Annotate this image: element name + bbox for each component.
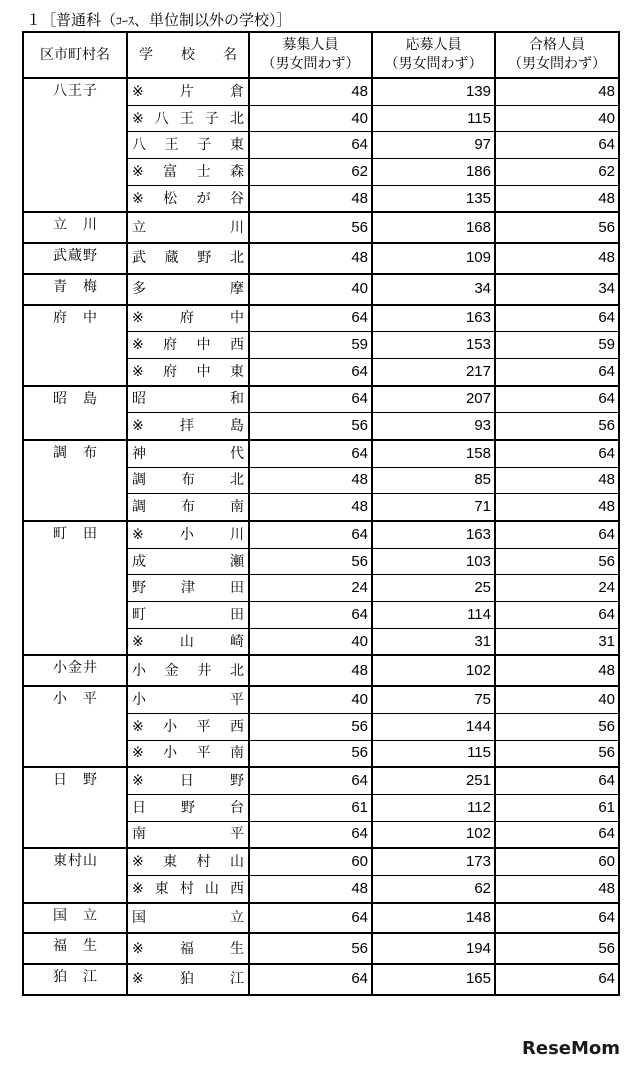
passed-cell: 48 <box>495 243 619 274</box>
applicants-cell: 163 <box>372 305 495 332</box>
municipality-cell <box>23 903 127 934</box>
municipality-cell <box>23 521 127 655</box>
capacity-cell: 60 <box>249 848 372 875</box>
capacity-cell: 48 <box>249 875 372 902</box>
school-name: ※小川 <box>132 526 244 543</box>
applicants-cell: 165 <box>372 964 495 995</box>
applicants-cell: 97 <box>372 132 495 159</box>
capacity-cell: 40 <box>249 628 372 655</box>
school-name: 武蔵野北 <box>132 250 244 267</box>
school-name: 立川 <box>132 219 244 236</box>
applicants-cell: 115 <box>372 740 495 767</box>
table-row <box>23 964 619 995</box>
school-name: 神代 <box>132 445 244 462</box>
school-name: ※狛江 <box>132 971 244 988</box>
school-cell <box>127 933 249 964</box>
school-cell <box>127 903 249 934</box>
table-row <box>23 440 619 467</box>
passed-cell: 56 <box>495 713 619 740</box>
applicants-cell: 34 <box>372 274 495 305</box>
school-name: 調布南 <box>132 499 244 516</box>
municipality-name: 東村山 <box>53 853 97 870</box>
school-cell <box>127 159 249 186</box>
school-name: 八王子東 <box>132 137 244 154</box>
applicants-cell: 102 <box>372 821 495 848</box>
school-cell <box>127 767 249 794</box>
applicants-cell: 207 <box>372 386 495 413</box>
school-name: 昭和 <box>132 391 244 408</box>
applicants-cell: 217 <box>372 358 495 385</box>
school-name: ※日野 <box>132 773 244 790</box>
applicants-cell: 102 <box>372 655 495 686</box>
applicants-cell: 168 <box>372 212 495 243</box>
municipality-cell <box>23 243 127 274</box>
municipality-name: 日野 <box>53 772 97 789</box>
capacity-cell: 56 <box>249 740 372 767</box>
header-municipality: 区市町村名 <box>23 32 127 78</box>
passed-cell: 64 <box>495 767 619 794</box>
municipality-cell <box>23 386 127 440</box>
school-name: 日野台 <box>132 799 244 816</box>
applicants-cell: 163 <box>372 521 495 548</box>
table-row <box>23 212 619 243</box>
applicants-cell: 115 <box>372 105 495 132</box>
school-cell <box>127 332 249 359</box>
capacity-cell: 48 <box>249 78 372 105</box>
table-row <box>23 767 619 794</box>
applicants-cell: 139 <box>372 78 495 105</box>
table-row <box>23 305 619 332</box>
applicants-cell: 144 <box>372 713 495 740</box>
table-header-row <box>23 32 619 78</box>
school-cell <box>127 274 249 305</box>
school-cell <box>127 548 249 575</box>
passed-cell: 64 <box>495 305 619 332</box>
applicants-cell: 186 <box>372 159 495 186</box>
municipality-cell <box>23 964 127 995</box>
school-cell <box>127 794 249 821</box>
capacity-cell: 48 <box>249 243 372 274</box>
applicants-cell: 112 <box>372 794 495 821</box>
capacity-cell: 40 <box>249 274 372 305</box>
municipality-cell <box>23 212 127 243</box>
school-cell <box>127 575 249 602</box>
passed-cell: 48 <box>495 494 619 521</box>
passed-cell: 64 <box>495 964 619 995</box>
school-name: ※拝島 <box>132 418 244 435</box>
table-row <box>23 243 619 274</box>
heading-text-suffix: 、単位制以外の学校）］ <box>134 11 292 29</box>
passed-cell: 24 <box>495 575 619 602</box>
school-name: 町田 <box>132 606 244 623</box>
municipality-name: 町田 <box>53 526 97 542</box>
school-name: ※松が谷 <box>132 190 244 207</box>
applicants-cell: 93 <box>372 413 495 440</box>
applicants-cell: 158 <box>372 440 495 467</box>
applicants-cell: 25 <box>372 575 495 602</box>
municipality-cell <box>23 274 127 305</box>
applicants-cell: 85 <box>372 467 495 494</box>
capacity-cell: 64 <box>249 132 372 159</box>
results-table <box>22 31 620 996</box>
capacity-cell: 24 <box>249 575 372 602</box>
passed-cell: 31 <box>495 628 619 655</box>
school-cell <box>127 821 249 848</box>
passed-cell: 64 <box>495 386 619 413</box>
passed-cell: 61 <box>495 794 619 821</box>
capacity-cell: 56 <box>249 212 372 243</box>
school-name: 南平 <box>132 826 244 843</box>
municipality-cell <box>23 655 127 686</box>
capacity-cell: 56 <box>249 413 372 440</box>
municipality-cell <box>23 305 127 386</box>
school-name: ※富士森 <box>132 163 244 180</box>
capacity-cell: 48 <box>249 494 372 521</box>
school-name: ※小平南 <box>132 745 244 762</box>
school-name: 成瀬 <box>132 553 244 570</box>
municipality-cell <box>23 848 127 902</box>
table-row <box>23 686 619 713</box>
school-name: ※東村山 <box>132 854 244 871</box>
table-body <box>23 78 619 995</box>
capacity-cell: 64 <box>249 602 372 629</box>
header-capacity: 募集人員 （男女問わず） <box>249 32 372 78</box>
applicants-cell: 103 <box>372 548 495 575</box>
table-row <box>23 903 619 934</box>
school-name: 小平 <box>132 691 244 708</box>
capacity-cell: 64 <box>249 521 372 548</box>
capacity-cell: 48 <box>249 185 372 212</box>
school-cell <box>127 628 249 655</box>
applicants-cell: 62 <box>372 875 495 902</box>
page-heading <box>26 11 292 30</box>
school-cell <box>127 521 249 548</box>
heading-text: １［普通科（ <box>26 11 117 29</box>
passed-cell: 56 <box>495 933 619 964</box>
school-cell <box>127 105 249 132</box>
capacity-cell: 64 <box>249 305 372 332</box>
capacity-cell: 64 <box>249 358 372 385</box>
municipality-name: 調布 <box>53 444 97 461</box>
school-cell <box>127 358 249 385</box>
school-cell <box>127 848 249 875</box>
school-cell <box>127 655 249 686</box>
heading-small-text: ｺｰｽ <box>116 14 135 28</box>
applicants-cell: 194 <box>372 933 495 964</box>
capacity-cell: 56 <box>249 933 372 964</box>
school-cell <box>127 602 249 629</box>
municipality-name: 小平 <box>53 691 97 708</box>
passed-cell: 64 <box>495 602 619 629</box>
header-applicants: 応募人員 （男女問わず） <box>372 32 495 78</box>
municipality-cell <box>23 767 127 848</box>
capacity-cell: 48 <box>249 467 372 494</box>
municipality-cell <box>23 933 127 964</box>
municipality-name: 八王子 <box>53 83 97 99</box>
school-name: ※小平西 <box>132 718 244 735</box>
passed-cell: 64 <box>495 358 619 385</box>
school-cell <box>127 185 249 212</box>
applicants-cell: 251 <box>372 767 495 794</box>
municipality-name: 小金井 <box>53 660 97 677</box>
passed-cell: 48 <box>495 78 619 105</box>
passed-cell: 64 <box>495 903 619 934</box>
table-row <box>23 386 619 413</box>
municipality-name: 福生 <box>53 938 97 955</box>
municipality-cell <box>23 78 127 212</box>
header-school: 学 校 名 <box>127 32 249 78</box>
passed-cell: 48 <box>495 655 619 686</box>
table-row <box>23 78 619 105</box>
capacity-cell: 62 <box>249 159 372 186</box>
applicants-cell: 173 <box>372 848 495 875</box>
capacity-cell: 56 <box>249 548 372 575</box>
school-name: ※東村山西 <box>132 880 244 897</box>
header-passed: 合格人員 （男女問わず） <box>495 32 619 78</box>
passed-cell: 64 <box>495 132 619 159</box>
passed-cell: 34 <box>495 274 619 305</box>
capacity-cell: 61 <box>249 794 372 821</box>
school-cell <box>127 964 249 995</box>
table-row <box>23 521 619 548</box>
school-name: ※府中東 <box>132 363 244 380</box>
school-name: ※福生 <box>132 940 244 957</box>
school-name: ※山崎 <box>132 633 244 650</box>
applicants-cell: 153 <box>372 332 495 359</box>
school-cell <box>127 386 249 413</box>
passed-cell: 64 <box>495 521 619 548</box>
school-cell <box>127 305 249 332</box>
passed-cell: 62 <box>495 159 619 186</box>
school-name: 多摩 <box>132 281 244 298</box>
applicants-cell: 114 <box>372 602 495 629</box>
school-name: 調布北 <box>132 472 244 489</box>
passed-cell: 59 <box>495 332 619 359</box>
municipality-name: 国立 <box>53 907 97 924</box>
school-cell <box>127 494 249 521</box>
passed-cell: 56 <box>495 740 619 767</box>
school-cell <box>127 740 249 767</box>
capacity-cell: 64 <box>249 440 372 467</box>
school-cell <box>127 713 249 740</box>
passed-cell: 56 <box>495 413 619 440</box>
table-row <box>23 655 619 686</box>
table-row <box>23 933 619 964</box>
capacity-cell: 40 <box>249 105 372 132</box>
school-name: 小金井北 <box>132 662 244 679</box>
capacity-cell: 64 <box>249 821 372 848</box>
resemom-logo <box>522 1033 626 1059</box>
passed-cell: 40 <box>495 105 619 132</box>
municipality-name: 狛江 <box>53 969 97 985</box>
school-cell <box>127 413 249 440</box>
applicants-cell: 135 <box>372 185 495 212</box>
passed-cell: 48 <box>495 185 619 212</box>
passed-cell: 40 <box>495 686 619 713</box>
applicants-cell: 31 <box>372 628 495 655</box>
municipality-name: 府中 <box>53 309 97 326</box>
capacity-cell: 48 <box>249 655 372 686</box>
passed-cell: 64 <box>495 821 619 848</box>
capacity-cell: 40 <box>249 686 372 713</box>
capacity-cell: 59 <box>249 332 372 359</box>
school-name: ※八王子北 <box>132 110 244 127</box>
school-name: 国立 <box>132 909 244 926</box>
applicants-cell: 75 <box>372 686 495 713</box>
municipality-name: 立川 <box>53 217 97 234</box>
table-row <box>23 848 619 875</box>
passed-cell: 48 <box>495 875 619 902</box>
municipality-cell <box>23 440 127 521</box>
school-cell <box>127 78 249 105</box>
school-cell <box>127 686 249 713</box>
logo-text: ReseMom <box>522 1038 621 1059</box>
school-cell <box>127 440 249 467</box>
capacity-cell: 64 <box>249 903 372 934</box>
passed-cell: 64 <box>495 440 619 467</box>
municipality-cell <box>23 686 127 767</box>
school-name: ※府中 <box>132 310 244 327</box>
school-name: ※府中西 <box>132 337 244 354</box>
applicants-cell: 71 <box>372 494 495 521</box>
school-cell <box>127 243 249 274</box>
capacity-cell: 64 <box>249 964 372 995</box>
capacity-cell: 64 <box>249 767 372 794</box>
capacity-cell: 56 <box>249 713 372 740</box>
municipality-name: 青梅 <box>53 278 97 295</box>
school-cell <box>127 132 249 159</box>
capacity-cell: 64 <box>249 386 372 413</box>
school-name: ※片倉 <box>132 83 244 100</box>
passed-cell: 56 <box>495 548 619 575</box>
municipality-name: 昭島 <box>53 390 97 407</box>
school-name: 野津田 <box>132 580 244 597</box>
school-cell <box>127 212 249 243</box>
passed-cell: 60 <box>495 848 619 875</box>
applicants-cell: 109 <box>372 243 495 274</box>
municipality-name: 武蔵野 <box>53 248 97 265</box>
applicants-cell: 148 <box>372 903 495 934</box>
passed-cell: 48 <box>495 467 619 494</box>
passed-cell: 56 <box>495 212 619 243</box>
school-cell <box>127 467 249 494</box>
table-row <box>23 274 619 305</box>
school-cell <box>127 875 249 902</box>
